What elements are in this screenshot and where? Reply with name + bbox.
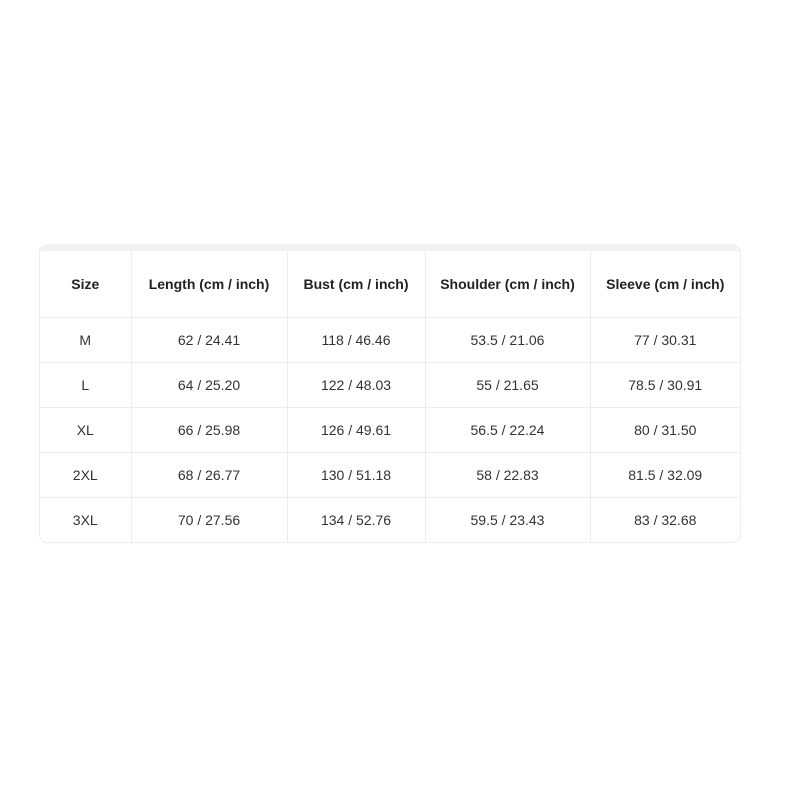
cell-size: 2XL xyxy=(40,453,131,498)
cell-sleeve: 83 / 32.68 xyxy=(634,512,697,528)
cell-length: 62 / 24.41 xyxy=(131,318,287,363)
cell-size: XL xyxy=(40,408,131,453)
cell-shoulder: 56.5 / 22.24 xyxy=(425,408,590,453)
table-row xyxy=(40,363,740,408)
cell-bust: 134 / 52.76 xyxy=(287,498,425,543)
cell-sleeve: 77 / 30.31 xyxy=(590,318,740,363)
cell-size: L xyxy=(40,363,131,408)
cell-length: 68 / 26.77 xyxy=(131,453,287,498)
cell-bust: 118 / 46.46 xyxy=(287,318,425,363)
table-row xyxy=(40,408,740,453)
header-shoulder: Shoulder (cm / inch) xyxy=(425,251,590,318)
cell-sleeve: 78.5 / 30.91 xyxy=(590,363,740,408)
cell-bust: 130 / 51.18 xyxy=(287,453,425,498)
cell-size: 3XL xyxy=(40,498,131,543)
header-bust: Bust (cm / inch) xyxy=(287,251,425,318)
cell-sleeve: 80 / 31.50 xyxy=(590,408,740,453)
cell-bust: 126 / 49.61 xyxy=(287,408,425,453)
size-chart-table xyxy=(40,251,740,542)
cell-length: 70 / 27.56 xyxy=(131,498,287,543)
cell-sleeve: 81.5 / 32.09 xyxy=(590,453,740,498)
cell-bust: 122 / 48.03 xyxy=(287,363,425,408)
cell-shoulder: 59.5 / 23.43 xyxy=(425,498,590,543)
header-size: Size xyxy=(40,251,131,318)
cell-length: 64 / 25.20 xyxy=(131,363,287,408)
table-row xyxy=(40,318,740,363)
header-sleeve: Sleeve (cm / inch) xyxy=(590,251,740,318)
cell-length: 66 / 25.98 xyxy=(131,408,287,453)
cell-shoulder: 58 / 22.83 xyxy=(425,453,590,498)
table-row xyxy=(40,498,740,543)
header-length: Length (cm / inch) xyxy=(131,251,287,318)
cell-shoulder: 53.5 / 21.06 xyxy=(425,318,590,363)
table-header-row xyxy=(40,251,740,318)
cell-shoulder: 55 / 21.65 xyxy=(425,363,590,408)
table-row xyxy=(40,453,740,498)
cell-size: M xyxy=(40,318,131,363)
size-chart-card xyxy=(39,244,741,543)
